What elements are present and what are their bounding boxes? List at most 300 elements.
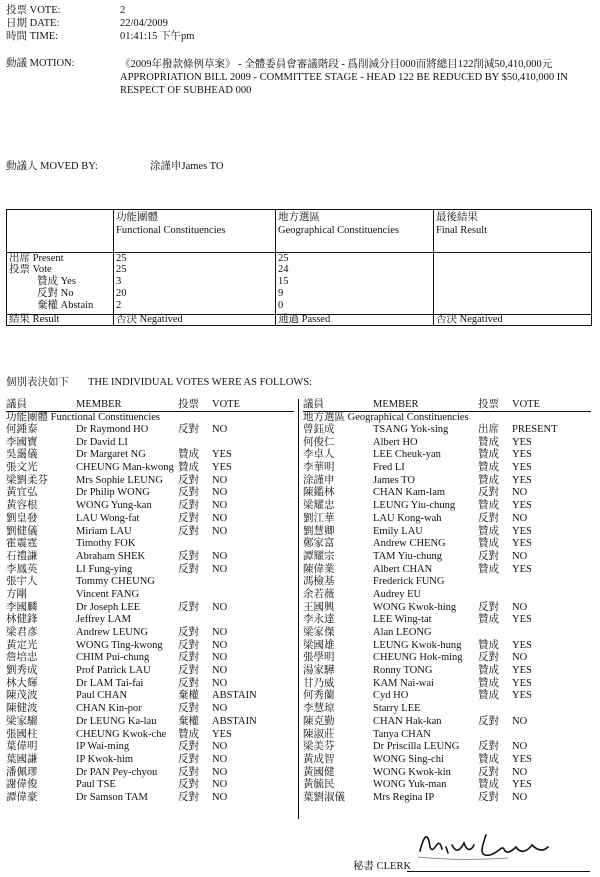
vote-en: YES — [512, 614, 532, 626]
row-label-result: 結果 Result — [9, 314, 60, 325]
member-name-en: Frederick FUNG — [373, 576, 445, 588]
member-name-zh: 黃宜弘 — [6, 487, 38, 499]
vote-en: NO — [212, 753, 228, 765]
time-label: 時間 TIME: — [6, 31, 59, 42]
vote-zh: 反對 — [178, 550, 199, 562]
member-vote-row — [6, 741, 296, 754]
member-vote-row — [6, 602, 296, 615]
member-name-en: Abraham SHEK — [76, 550, 146, 562]
member-name-zh: 何鍾泰 — [6, 424, 38, 435]
member-name-zh: 梁國雄 — [303, 639, 335, 651]
member-vote-row — [303, 564, 593, 577]
vote-zh: 反對 — [178, 601, 199, 613]
member-name-en: Alan LEONG — [373, 627, 432, 638]
column-header — [303, 399, 593, 411]
vote-en: NO — [212, 601, 228, 613]
member-vote-row — [6, 487, 296, 500]
member-name-zh: 梁家傑 — [303, 627, 335, 638]
member-name-zh: 葉劉淑儀 — [303, 791, 345, 803]
functional-votes-column — [6, 399, 296, 805]
vote-zh: 反對 — [178, 766, 199, 778]
vote-zh: 反對 — [178, 487, 199, 499]
member-name-en: KAM Nai-wai — [373, 677, 434, 689]
member-name-zh: 涂謹申 — [303, 474, 335, 486]
vote-zh: 反對 — [178, 677, 199, 689]
member-name-en: James TO — [373, 474, 415, 486]
column-divider — [298, 399, 299, 819]
member-name-zh: 譚耀宗 — [303, 550, 335, 562]
member-name-zh: 林健鋒 — [6, 614, 38, 626]
member-name-en: LEE Cheuk-yan — [373, 449, 441, 461]
vote-zh: 反對 — [178, 753, 199, 765]
vote-zh: 反對 — [478, 766, 499, 778]
clerk-signature-line — [407, 871, 590, 872]
gc-result: 通過 Passed — [278, 314, 331, 325]
vote-zh: 贊成 — [478, 563, 499, 575]
row-label-yes: 贊成 Yes — [37, 276, 76, 287]
member-name-zh: 李卓人 — [303, 449, 335, 461]
motion-label: 動議 MOTION: — [6, 58, 75, 69]
vote-zh-header: 投票 — [178, 399, 199, 410]
member-name-zh: 王國興 — [303, 601, 335, 613]
vote-zh: 反對 — [178, 639, 199, 651]
member-name-en: Albert CHAN — [373, 563, 433, 575]
individual-votes-title-zh: 個別表決如下 — [6, 377, 69, 388]
vote-en: YES — [512, 753, 532, 765]
member-name-zh: 黃毓民 — [303, 779, 335, 791]
member-name-en: LAU Kong-wah — [373, 512, 442, 524]
member-name-en: Paul TSE — [76, 779, 116, 791]
vote-en: NO — [512, 741, 528, 753]
vote-en: YES — [212, 462, 232, 474]
member-name-en: Dr PAN Pey-chyou — [76, 766, 158, 778]
fc-present: 25 — [116, 253, 127, 264]
member-name-zh: 李華明 — [303, 462, 335, 474]
member-name-en: Albert HO — [373, 436, 418, 448]
member-name-zh: 梁耀忠 — [303, 500, 335, 512]
member-name-en: Dr Samson TAM — [76, 791, 148, 803]
vote-zh: 反對 — [478, 550, 499, 562]
member-name-zh: 鄭家富 — [303, 538, 335, 550]
vote-zh: 反對 — [178, 525, 199, 537]
member-vote-row — [303, 462, 593, 475]
member-name-en: CHIM Pui-chung — [76, 652, 150, 664]
member-name-zh: 張國柱 — [6, 728, 38, 740]
vote-zh: 贊成 — [478, 639, 499, 651]
member-vote-row — [303, 703, 593, 716]
member-vote-row — [303, 500, 593, 513]
member-name-zh: 謝偉俊 — [6, 779, 38, 791]
member-vote-row — [6, 424, 296, 437]
member-name-en: Dr David LI — [76, 436, 128, 448]
member-name-en: Dr Joseph LEE — [76, 601, 141, 613]
vote-en: NO — [512, 715, 528, 727]
vote-zh: 出席 — [478, 424, 499, 435]
vote-en: YES — [512, 538, 532, 550]
member-name-zh: 余若薇 — [303, 588, 335, 600]
vote-en: YES — [212, 728, 232, 740]
vote-en: NO — [212, 766, 228, 778]
vote-en: YES — [512, 639, 532, 651]
member-name-en: Dr Priscilla LEUNG — [373, 741, 460, 753]
vote-zh: 贊成 — [178, 462, 199, 474]
member-name-zh: 張學明 — [303, 652, 335, 664]
member-name-zh: 方剛 — [6, 588, 27, 600]
member-name-en: LAU Wong-fat — [76, 512, 140, 524]
member-name-en: CHAN Kam-lam — [373, 487, 446, 499]
date-value: 22/04/2009 — [120, 18, 168, 29]
summary-table — [6, 209, 592, 326]
member-name-zh: 梁劉柔芬 — [6, 474, 48, 486]
member-name-en: Ronny TONG — [373, 665, 433, 677]
member-name-en: Starry LEE — [373, 703, 421, 715]
member-vote-row — [303, 487, 593, 500]
member-vote-row — [6, 475, 296, 488]
vote-en: PRESENT — [512, 424, 558, 435]
mover-label: 動議人 MOVED BY: — [6, 161, 98, 172]
vote-en: NO — [212, 652, 228, 664]
vote-zh: 贊成 — [478, 779, 499, 791]
vote-zh: 贊成 — [478, 474, 499, 486]
member-name-en: WONG Sing-chi — [373, 753, 444, 765]
vote-en: NO — [512, 791, 528, 803]
member-zh-header: 議員 — [6, 399, 27, 410]
vote-zh: 贊成 — [478, 525, 499, 537]
member-name-zh: 張宇人 — [6, 576, 38, 588]
member-name-zh: 陳淑莊 — [303, 728, 335, 740]
member-name-en: Prof Patrick LAU — [76, 665, 151, 677]
member-name-zh: 梁君彥 — [6, 627, 38, 638]
vote-zh: 反對 — [178, 779, 199, 791]
vote-en: YES — [512, 690, 532, 702]
member-name-zh: 李鳳英 — [6, 563, 38, 575]
member-vote-row — [6, 716, 296, 729]
vote-en: ABSTAIN — [212, 690, 257, 702]
member-name-en: CHEUNG Hok-ming — [373, 652, 463, 664]
vote-en: ABSTAIN — [212, 715, 257, 727]
fc-header-zh: 功能團體 — [116, 212, 158, 223]
member-vote-row — [6, 779, 296, 792]
member-name-en: LI Fung-ying — [76, 563, 133, 575]
vote-en: NO — [512, 601, 528, 613]
vote-en: YES — [512, 665, 532, 677]
vote-en: YES — [512, 563, 532, 575]
member-name-en: Vincent FANG — [76, 588, 140, 600]
member-vote-row — [303, 475, 593, 488]
fc-vote: 25 — [116, 264, 127, 275]
member-vote-row — [6, 576, 296, 589]
motion-text-zh: 《2009年撥款條例草案》 - 全體委員會審議階段 - 爲削減分目000而將總目122削減50,410,000元 — [120, 59, 553, 70]
member-vote-row — [6, 589, 296, 602]
member-name-zh: 葉國謙 — [6, 753, 38, 765]
member-name-en: Andrew CHENG — [373, 538, 446, 550]
member-name-zh: 李國寶 — [6, 436, 38, 448]
vote-zh: 反對 — [178, 563, 199, 575]
date-label: 日期 DATE: — [6, 18, 60, 29]
vote-zh: 棄權 — [178, 690, 199, 702]
member-name-zh: 甘乃威 — [303, 677, 335, 689]
vote-en: NO — [212, 550, 228, 562]
vote-en: NO — [512, 766, 528, 778]
member-name-en: WONG Kwok-hing — [373, 601, 457, 613]
member-name-zh: 劉江華 — [303, 512, 335, 524]
gc-present: 25 — [278, 253, 289, 264]
member-name-en: TAM Yiu-chung — [373, 550, 443, 562]
member-vote-row — [6, 767, 296, 780]
vote-zh: 贊成 — [478, 677, 499, 689]
vote-number-label: 投票 VOTE: — [6, 5, 61, 16]
member-name-en: Dr LEUNG Ka-lau — [76, 715, 157, 727]
clerk-signature — [408, 827, 558, 865]
vote-zh: 反對 — [478, 601, 499, 613]
member-en-header: MEMBER — [373, 399, 419, 410]
time-value: 01:41:15 下午pm — [120, 31, 195, 42]
member-name-zh: 黃定光 — [6, 639, 38, 651]
vote-zh: 贊成 — [478, 436, 499, 448]
member-name-zh: 劉慧卿 — [303, 525, 335, 537]
member-name-en: Timothy FOK — [76, 538, 136, 550]
member-name-en: Tommy CHEUNG — [76, 576, 155, 588]
vote-en: NO — [212, 500, 228, 512]
member-vote-row — [6, 678, 296, 691]
motion-text-en: APPROPRIATION BILL 2009 - COMMITTEE STAGE - HEAD 122 BE REDUCED BY $50,410,000 IN RESPECT OF SUBHEAD 000 — [120, 72, 568, 96]
member-vote-row — [303, 526, 593, 539]
vote-zh: 贊成 — [178, 728, 199, 740]
vote-zh: 反對 — [478, 512, 499, 524]
member-vote-row — [303, 779, 593, 792]
vote-zh: 反對 — [478, 715, 499, 727]
member-name-zh: 何秀蘭 — [303, 690, 335, 702]
member-name-en: CHAN Hak-kan — [373, 715, 442, 727]
member-name-en: Jeffrey LAM — [76, 614, 131, 626]
member-name-zh: 李國麟 — [6, 601, 38, 613]
vote-zh: 反對 — [178, 512, 199, 524]
vote-zh: 反對 — [178, 703, 199, 715]
member-vote-row — [303, 538, 593, 551]
vote-zh: 贊成 — [478, 538, 499, 550]
vote-en: YES — [512, 449, 532, 461]
member-name-en: LEUNG Kwok-hung — [373, 639, 462, 651]
vote-en: NO — [212, 474, 228, 486]
member-name-zh: 劉健儀 — [6, 525, 38, 537]
vote-zh: 贊成 — [478, 614, 499, 626]
fc-result: 否決 Negatived — [116, 314, 183, 325]
member-name-en: WONG Yuk-man — [373, 779, 447, 791]
vote-en: NO — [212, 677, 228, 689]
member-name-zh: 霍震霆 — [6, 538, 38, 550]
member-name-en: Dr Philip WONG — [76, 487, 150, 499]
member-vote-row — [303, 602, 593, 615]
fc-no: 20 — [116, 288, 127, 299]
member-vote-row — [6, 754, 296, 767]
member-name-en: IP Wai-ming — [76, 741, 130, 753]
member-name-zh: 劉皇發 — [6, 512, 38, 524]
member-vote-row — [6, 652, 296, 665]
final-header-zh: 最後結果 — [436, 212, 478, 223]
vote-en: NO — [512, 652, 528, 664]
member-vote-row — [303, 652, 593, 665]
member-vote-row — [303, 792, 593, 805]
member-name-en: Tanya CHAN — [373, 728, 431, 740]
member-name-en: CHAN Kin-por — [76, 703, 142, 715]
member-name-en: Dr Margaret NG — [76, 449, 146, 461]
vote-zh: 反對 — [178, 424, 199, 435]
member-vote-row — [303, 754, 593, 767]
member-name-en: Dr Raymond HO — [76, 424, 149, 435]
member-vote-row — [303, 424, 593, 437]
vote-zh-header: 投票 — [478, 399, 499, 410]
member-name-zh: 石禮謙 — [6, 550, 38, 562]
member-name-zh: 陳偉業 — [303, 563, 335, 575]
member-vote-row — [6, 627, 296, 640]
member-name-en: Cyd HO — [373, 690, 409, 702]
member-name-zh: 湯家驊 — [303, 665, 335, 677]
member-vote-row — [6, 564, 296, 577]
member-name-zh: 陳茂波 — [6, 690, 38, 702]
member-name-zh: 林大輝 — [6, 677, 38, 689]
member-name-zh: 李永達 — [303, 614, 335, 626]
member-name-en: Andrew LEUNG — [76, 627, 149, 638]
vote-en: NO — [512, 487, 528, 499]
vote-zh: 反對 — [178, 627, 199, 638]
vote-zh: 贊成 — [178, 449, 199, 461]
member-name-en: TSANG Yok-sing — [373, 424, 449, 435]
member-name-en: LEUNG Yiu-chung — [373, 500, 456, 512]
vote-en: NO — [212, 512, 228, 524]
group-heading: 功能團體 Functional Constituencies — [6, 412, 160, 423]
fc-header-en: Functional Constituencies — [116, 225, 226, 236]
member-name-en: Paul CHAN — [76, 690, 128, 702]
geographical-votes-column — [303, 399, 593, 805]
member-name-en: Mrs Sophie LEUNG — [76, 474, 163, 486]
row-label-vote: 投票 Vote — [9, 264, 52, 275]
gc-vote: 24 — [278, 264, 289, 275]
vote-en-header: VOTE — [212, 399, 240, 410]
member-name-zh: 譚偉豪 — [6, 791, 38, 803]
vote-en: YES — [512, 779, 532, 791]
member-name-en: Dr LAM Tai-fai — [76, 677, 144, 689]
column-header — [6, 399, 296, 411]
vote-en: NO — [512, 512, 528, 524]
member-vote-row — [6, 640, 296, 653]
vote-en: NO — [212, 563, 228, 575]
member-vote-row — [6, 526, 296, 539]
vote-zh: 贊成 — [478, 690, 499, 702]
member-vote-row — [303, 513, 593, 526]
member-vote-row — [303, 437, 593, 450]
member-vote-row — [6, 703, 296, 716]
vote-zh: 反對 — [478, 652, 499, 664]
member-name-zh: 劉秀成 — [6, 665, 38, 677]
vote-en: YES — [512, 677, 532, 689]
member-vote-row — [6, 449, 296, 462]
member-vote-row — [303, 640, 593, 653]
member-name-zh: 黃容根 — [6, 500, 38, 512]
vote-zh: 贊成 — [478, 753, 499, 765]
vote-number: 2 — [120, 5, 126, 16]
vote-en: NO — [212, 791, 228, 803]
vote-en: NO — [212, 487, 228, 499]
member-name-en: WONG Kwok-kin — [373, 766, 451, 778]
member-name-en: Mrs Regina IP — [373, 791, 435, 803]
member-vote-row — [6, 792, 296, 805]
member-name-zh: 梁美芬 — [303, 741, 335, 753]
member-name-zh: 陳鑑林 — [303, 487, 335, 499]
member-name-zh: 吳靄儀 — [6, 449, 38, 461]
member-vote-row — [303, 690, 593, 703]
member-name-en: Fred LI — [373, 462, 405, 474]
vote-zh: 贊成 — [478, 500, 499, 512]
vote-zh: 贊成 — [478, 462, 499, 474]
member-name-zh: 葉偉明 — [6, 741, 38, 753]
member-name-zh: 潘佩璆 — [6, 766, 38, 778]
member-name-en: WONG Ting-kwong — [76, 639, 163, 651]
member-name-zh: 梁家騮 — [6, 715, 38, 727]
member-name-en: LEE Wing-tat — [373, 614, 432, 626]
individual-votes-title-en: THE INDIVIDUAL VOTES WERE AS FOLLOWS: — [88, 377, 313, 388]
member-name-en: Miriam LAU — [76, 525, 132, 537]
member-vote-row — [303, 589, 593, 602]
vote-en: YES — [512, 525, 532, 537]
member-vote-row — [303, 614, 593, 627]
member-name-zh: 陳健波 — [6, 703, 38, 715]
member-name-en: Emily LAU — [373, 525, 423, 537]
vote-zh: 反對 — [178, 474, 199, 486]
vote-en: NO — [512, 550, 528, 562]
vote-en: YES — [212, 449, 232, 461]
member-vote-row — [303, 551, 593, 564]
member-vote-row — [6, 538, 296, 551]
vote-zh: 反對 — [478, 487, 499, 499]
gc-yes: 15 — [278, 276, 289, 287]
final-result: 否決 Negatived — [436, 314, 503, 325]
member-vote-row — [303, 665, 593, 678]
member-vote-row — [303, 627, 593, 640]
fc-abstain: 2 — [116, 300, 122, 311]
gc-no: 9 — [278, 288, 284, 299]
member-vote-row — [6, 690, 296, 703]
vote-en-header: VOTE — [512, 399, 540, 410]
final-header-en: Final Result — [436, 225, 488, 236]
member-name-zh: 曾鈺成 — [303, 424, 335, 435]
vote-en: YES — [512, 436, 532, 448]
vote-en: YES — [512, 500, 532, 512]
member-name-zh: 詹培忠 — [6, 652, 38, 664]
member-name-en: IP Kwok-him — [76, 753, 134, 765]
vote-zh: 反對 — [478, 741, 499, 753]
member-name-zh: 何俊仁 — [303, 436, 335, 448]
member-name-zh: 黃國健 — [303, 766, 335, 778]
member-vote-row — [6, 729, 296, 742]
member-name-zh: 馮檢基 — [303, 576, 335, 588]
member-name-zh: 黃成智 — [303, 753, 335, 765]
vote-zh: 反對 — [178, 665, 199, 677]
member-name-zh: 張文光 — [6, 462, 38, 474]
vote-en: NO — [212, 424, 228, 435]
vote-en: NO — [212, 741, 228, 753]
vote-en: YES — [512, 462, 532, 474]
gc-header-zh: 地方選區 — [278, 212, 320, 223]
member-vote-row — [6, 462, 296, 475]
member-vote-row — [6, 551, 296, 564]
member-vote-row — [303, 449, 593, 462]
vote-zh: 反對 — [178, 500, 199, 512]
vote-en: NO — [212, 525, 228, 537]
member-vote-row — [6, 513, 296, 526]
vote-zh: 反對 — [178, 741, 199, 753]
member-name-zh: 李慧琼 — [303, 703, 335, 715]
member-vote-row — [303, 716, 593, 729]
